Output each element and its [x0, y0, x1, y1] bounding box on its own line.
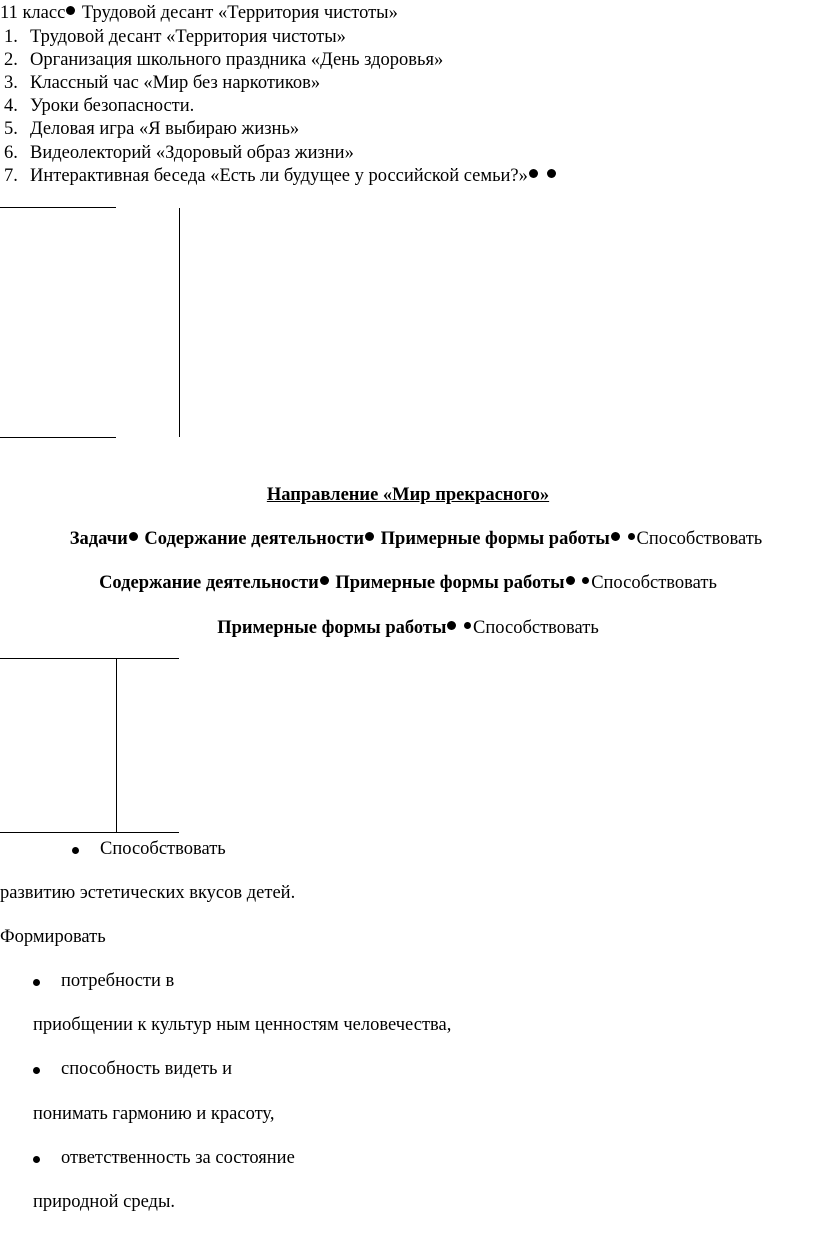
header-line — [0, 4, 398, 23]
list-item: 4. Уроки безопасности. — [4, 96, 195, 116]
bullet-icon — [365, 532, 374, 541]
class-label: 11 класс — [0, 3, 66, 23]
bullet-icon — [547, 169, 556, 178]
list-item: 5. Деловая игра «Я выбираю жизнь» — [4, 119, 300, 139]
list-item: ответственность за состояние — [61, 1148, 295, 1168]
section-title: Направление «Мир прекрасного» — [266, 485, 550, 505]
list-item: 6. Видеолекторий «Здоровый образ жизни» — [4, 143, 354, 163]
paragraph: развитию эстетических вкусов детей. — [0, 883, 296, 903]
bullet-text: Способствовать — [100, 839, 226, 859]
table-header-row: Содержание деятельности Примерные формы работы Способствовать — [99, 573, 717, 593]
paragraph: Формировать — [0, 927, 106, 947]
table-border — [0, 207, 116, 208]
table-border — [0, 658, 179, 659]
list-item: потребности в — [61, 971, 175, 991]
bullet-icon — [320, 576, 329, 585]
list-item-continuation: природной среды. — [33, 1192, 176, 1212]
bullet-icon — [464, 622, 471, 629]
bullet-icon — [628, 533, 635, 540]
list-item-continuation: приобщении к культур ным ценностям человечества, — [33, 1015, 452, 1035]
bullet-icon — [129, 532, 138, 541]
table-border — [0, 437, 116, 438]
bullet-icon — [529, 169, 538, 178]
list-item: 7. Интерактивная беседа «Есть ли будущее у российской семьи?» — [4, 167, 558, 186]
table-border — [179, 208, 180, 437]
table-header-row: Примерные формы работы Способствовать — [217, 618, 599, 638]
list-item-continuation: понимать гармонию и красоту, — [33, 1104, 275, 1124]
bullet-icon — [582, 577, 589, 584]
bullet-icon — [33, 1067, 40, 1074]
list-item: способность видеть и — [61, 1059, 232, 1079]
bullet-icon — [33, 1156, 40, 1163]
bullet-icon — [66, 6, 75, 15]
bullet-icon — [611, 532, 620, 541]
list-item: 3. Классный час «Мир без наркотиков» — [4, 73, 321, 93]
bullet-icon — [72, 847, 79, 854]
list-item: 1. Трудовой десант «Территория чистоты» — [4, 27, 346, 47]
table-border — [116, 659, 117, 832]
table-border — [0, 832, 179, 833]
list-item: 2. Организация школьного праздника «День здоровья» — [4, 50, 444, 70]
bullet-icon — [33, 979, 40, 986]
bullet-icon — [447, 621, 456, 630]
header-text: Трудовой десант «Территория чистоты» — [81, 3, 398, 23]
table-header-row: Задачи Содержание деятельности Примерные формы работы Способствовать — [69, 529, 763, 549]
bullet-icon — [566, 576, 575, 585]
